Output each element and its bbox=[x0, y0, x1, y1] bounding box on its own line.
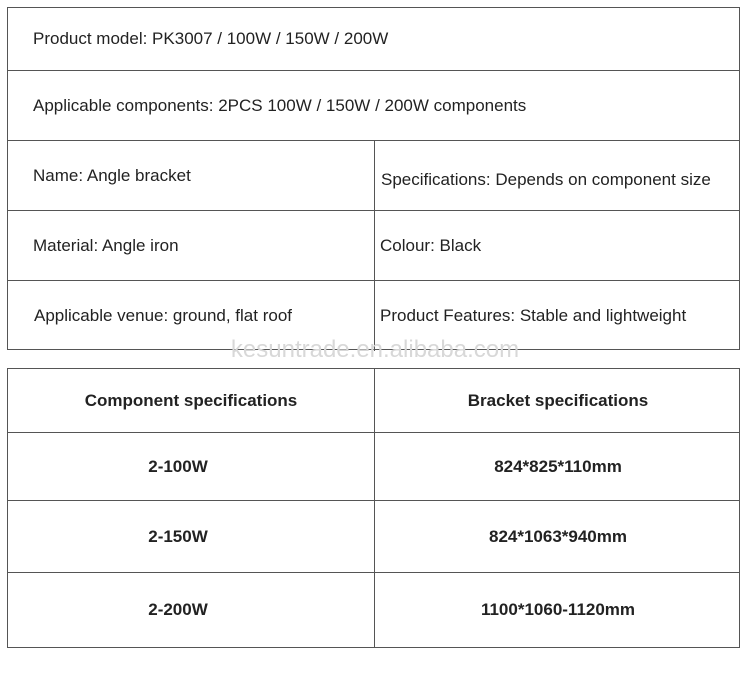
bracket-spec-cell: 824*825*110mm bbox=[494, 456, 622, 476]
material-text: Material: Angle iron bbox=[33, 235, 179, 255]
venue-text: Applicable venue: ground, flat roof bbox=[34, 306, 293, 325]
column-divider bbox=[374, 281, 375, 351]
component-spec-cell: 2-100W bbox=[148, 456, 208, 476]
specifications-text: Specifications: Depends on component size bbox=[381, 169, 711, 189]
features-text: Product Features: Stable and lightweight bbox=[380, 306, 687, 325]
column-divider bbox=[374, 211, 375, 280]
column-divider bbox=[374, 141, 375, 210]
component-spec-cell: 2-150W bbox=[148, 526, 208, 546]
info-row-components bbox=[8, 71, 739, 141]
product-model-text: Product model: PK3007 / 100W / 150W / 200W bbox=[33, 29, 389, 48]
colour-text: Colour: Black bbox=[380, 235, 482, 255]
info-row-material bbox=[8, 211, 739, 281]
spec-header-row bbox=[8, 369, 739, 433]
watermark: kesuntrade.en.alibaba.com bbox=[230, 336, 520, 363]
bracket-spec-header: Bracket specifications bbox=[467, 390, 649, 410]
component-spec-cell: 2-200W bbox=[148, 600, 208, 619]
name-text: Name: Angle bracket bbox=[33, 165, 191, 185]
spec-row bbox=[8, 433, 739, 501]
component-spec-header: Component specifications bbox=[84, 390, 298, 410]
info-row-model bbox=[8, 8, 739, 71]
bracket-spec-cell: 1100*1060-1120mm bbox=[480, 600, 636, 619]
product-info-table bbox=[7, 7, 740, 350]
applicable-components-text: Applicable components: 2PCS 100W / 150W / 200W components bbox=[33, 95, 527, 115]
info-row-venue bbox=[8, 281, 739, 351]
spec-table bbox=[7, 368, 740, 648]
spec-row bbox=[8, 501, 739, 573]
bracket-spec-cell: 824*1063*940mm bbox=[488, 526, 627, 546]
info-row-name bbox=[8, 141, 739, 211]
spec-row bbox=[8, 573, 739, 647]
